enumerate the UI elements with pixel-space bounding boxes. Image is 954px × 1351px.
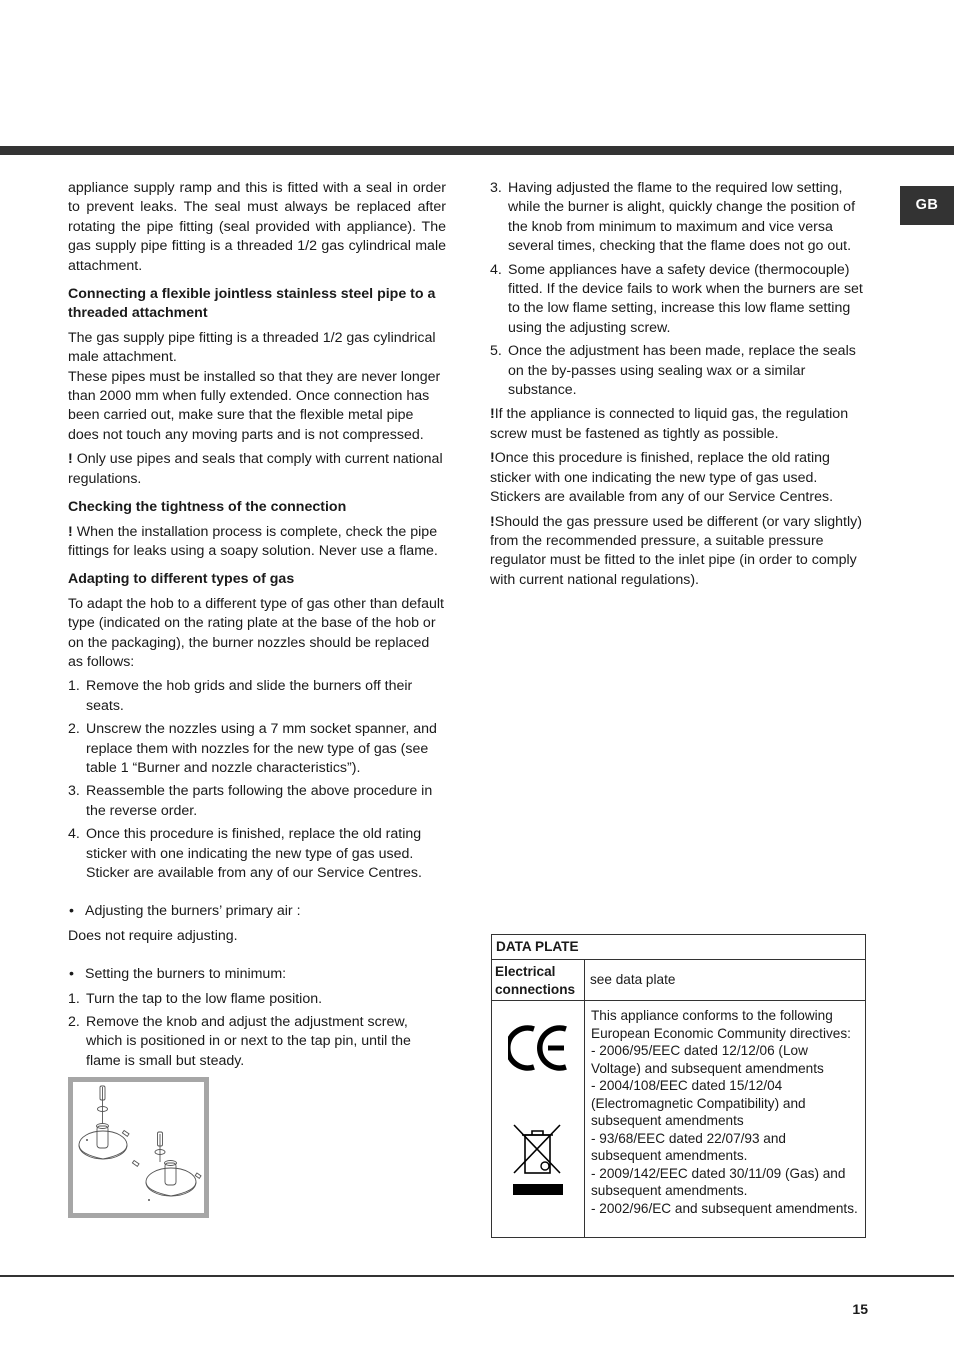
list-item	[68, 1013, 446, 1071]
tightness-heading: Checking the tightness of the connection	[68, 499, 347, 516]
directive-text: - 2002/96/EC and subsequent amendments.	[591, 1200, 858, 1216]
sticker-note	[490, 449, 870, 507]
directive-text: - 2004/108/EEC dated 15/12/04 (Electromagnetic Compatibility) and subsequent amendments	[591, 1078, 806, 1128]
ce-mark-icon	[508, 1023, 570, 1073]
directive-text: - 2009/142/EEC dated 30/11/09 (Gas) and subsequent amendments.	[591, 1165, 846, 1198]
pressure-note	[490, 513, 870, 591]
warning-mark: !	[490, 450, 495, 467]
step-text: Once this procedure is finished, replace the old rating sticker with one indicating the new type of gas used. Sticker are available from any of our Service Centres.	[86, 826, 422, 881]
primary-air-bullet-text: Adjusting the burners’ primary air :	[85, 903, 301, 920]
electrical-connections-value: see data plate	[585, 960, 866, 1001]
primary-air-bullet	[68, 902, 446, 921]
step-number: 2.	[68, 721, 80, 738]
adapt-gas-heading: Adapting to different types of gas	[68, 571, 295, 588]
step-text: Turn the tap to the low flame position.	[86, 990, 323, 1007]
sticker-note-text: Once this procedure is finished, replace the old rating sticker with one indicating the new type of gas used. Stickers are available from any of our Service Centres.	[490, 450, 834, 506]
step-number: 5.	[490, 343, 502, 360]
directive-text: - 93/68/EEC dated 22/07/93 and subsequent amendments.	[591, 1130, 786, 1163]
page-number: 15	[852, 1301, 868, 1317]
warning-mark: !	[490, 406, 495, 423]
step-number: 3.	[490, 180, 502, 196]
minimum-steps	[68, 990, 446, 1072]
adapt-gas-steps	[68, 677, 446, 883]
language-tab	[900, 186, 954, 225]
pressure-note-text: Should the gas pressure used be different (or vary slightly) from the recommended pressure, a suitable pressure regulator must be fitted to the inlet pipe (in order to comply with current national regulations).	[490, 513, 862, 588]
list-item	[68, 825, 446, 883]
compliance-symbols-cell	[492, 1001, 585, 1238]
step-text: Some appliances have a safety device (thermocouple) fitted. If the device fails to work when the burners are set to the low flame setting, increase this low flame setting using the adjusting screw.	[508, 261, 863, 336]
warning-mark: !	[68, 451, 73, 468]
list-item	[68, 990, 446, 1009]
tightness-note	[68, 523, 446, 562]
step-text: Remove the hob grids and slide the burners off their seats.	[86, 678, 413, 714]
step-text: Remove the knob and adjust the adjustment screw, which is positioned in or next to the tap pin, until the flame is small but steady.	[86, 1014, 411, 1069]
flex-pipe-note-text: Only use pipes and seals that comply with current national regulations.	[68, 451, 443, 487]
flex-pipe-paragraph-2: These pipes must be installed so that they are never longer than 2000 mm when fully extended. Once connection has been carried out, make sure that the flexible metal pipe does not touch any moving parts and is not compressed.	[68, 368, 441, 443]
step-number: 3.	[68, 783, 80, 800]
step-number: 4.	[490, 261, 502, 278]
intro-paragraph: appliance supply ramp and this is fitted with a seal in order to prevent leaks. The seal must always be replaced after rotating the pipe fitting (seal provided with appliance). The gas supply pipe fitting is a threaded 1/2 gas cylindrical male attachment.	[68, 180, 446, 274]
directive-text: This appliance conforms to the following European Economic Community directives:	[591, 1008, 851, 1041]
burner-drawing	[73, 1082, 204, 1213]
weee-bin-icon	[512, 1123, 564, 1199]
flex-pipe-heading: Connecting a flexible jointless stainless steel pipe to a threaded attachment	[68, 286, 436, 322]
liquid-gas-note-text: If the appliance is connected to liquid gas, the regulation screw must be fastened as tightly as possible.	[490, 406, 849, 442]
list-item	[490, 342, 870, 400]
list-item	[490, 261, 870, 339]
step-text: Unscrew the nozzles using a 7 mm socket spanner, and replace them with nozzles for the new type of gas (see table 1 “Burner and nozzle characteristics”).	[86, 721, 437, 776]
step-number: 2.	[68, 1014, 80, 1031]
language-tab-label: GB	[915, 196, 939, 213]
step-number: 1.	[68, 990, 80, 1007]
list-item	[68, 720, 446, 778]
warning-mark: !	[68, 523, 73, 540]
data-plate-title: DATA PLATE	[492, 935, 866, 960]
step-text: Once the adjustment has been made, replace the seals on the by-passes using sealing wax or a similar substance.	[508, 343, 856, 399]
directive-text: - 2006/95/EEC dated 12/12/06 (Low Voltage) and subsequent amendments	[591, 1043, 824, 1076]
bullet-dot: •	[69, 903, 74, 920]
minimum-bullet	[68, 965, 446, 984]
minimum-bullet-text: Setting the burners to minimum:	[85, 966, 287, 983]
minimum-steps-continued	[490, 179, 870, 400]
step-text: Having adjusted the flame to the required low setting, while the burner is alight, quickly change the position of the knob from minimum to maximum and vice versa several times, checking that the flame does not go out.	[508, 180, 856, 255]
step-text: Reassemble the parts following the above procedure in the reverse order.	[86, 783, 433, 819]
data-plate-table	[491, 934, 866, 1238]
tightness-note-text: When the installation process is complete, check the pipe fittings for leaks using a soapy solution. Never use a flame.	[68, 523, 438, 559]
list-item	[68, 677, 446, 716]
electrical-connections-label: Electrical connections	[492, 960, 585, 1001]
bullet-dot: •	[69, 966, 74, 983]
footer-rule	[0, 1275, 954, 1277]
flex-pipe-note	[68, 450, 446, 489]
step-number: 4.	[68, 826, 80, 843]
step-number: 1.	[68, 678, 80, 695]
liquid-gas-note	[490, 405, 870, 444]
table-row	[492, 960, 866, 1001]
warning-mark: !	[490, 513, 495, 530]
right-column	[490, 179, 870, 595]
flex-pipe-paragraph-1: The gas supply pipe fitting is a threaded 1/2 gas cylindrical male attachment.	[68, 329, 436, 366]
directives-cell	[585, 1001, 866, 1238]
table-row	[492, 1001, 866, 1238]
list-item	[490, 179, 870, 257]
list-item	[68, 782, 446, 821]
burner-adjustment-illustration	[68, 1077, 209, 1218]
primary-air-text: Does not require adjusting.	[68, 927, 238, 944]
adapt-gas-paragraph: To adapt the hob to a different type of gas other than default type (indicated on the rating plate at the base of the hob or on the packaging), the burner nozzles should be replaced as follows:	[68, 595, 444, 670]
header-bar	[0, 146, 954, 155]
left-column	[68, 179, 446, 1076]
